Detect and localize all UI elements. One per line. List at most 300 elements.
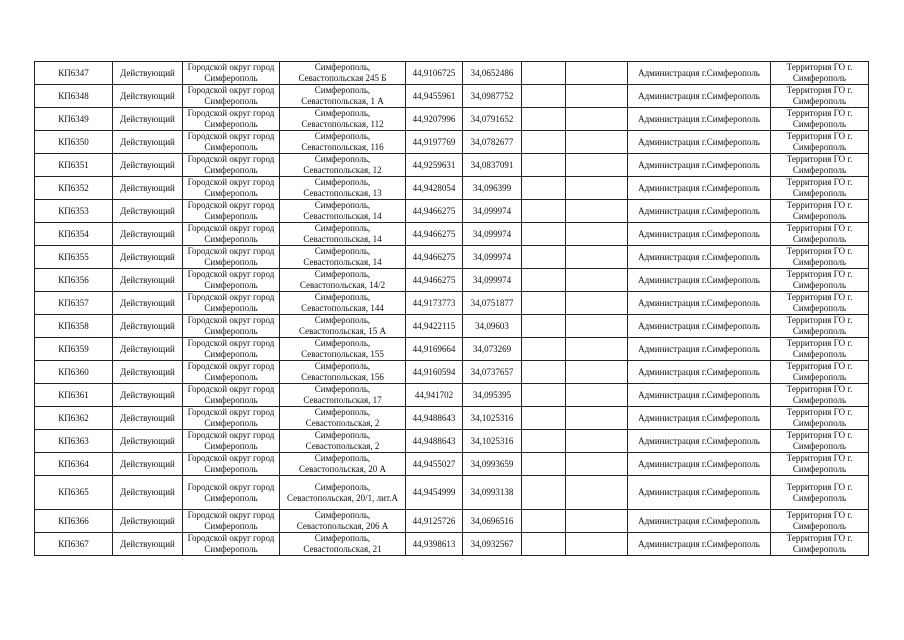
latitude-cell: 44,9454999: [406, 476, 463, 510]
status-cell: Действующий: [113, 131, 183, 154]
administration-cell: Администрация г.Симферополь: [628, 292, 771, 315]
empty-cell: [522, 269, 566, 292]
address-cell: [280, 510, 406, 533]
point-id-cell: КП6367: [35, 533, 113, 556]
latitude-cell: 44,9488643: [406, 407, 463, 430]
cell-line-1: Симферополь,: [314, 85, 371, 95]
table-row: [35, 384, 869, 407]
territory-cell: [771, 407, 869, 430]
cell-line-1: Симферополь,: [314, 177, 371, 187]
administration-cell: Администрация г.Симферополь: [628, 361, 771, 384]
status-cell: Действующий: [113, 476, 183, 510]
table-row: [35, 338, 869, 361]
district-cell: [183, 108, 280, 131]
cell-line-1: Территория ГО г.: [786, 453, 853, 463]
address-cell: [280, 533, 406, 556]
cell-line-1: Симферополь,: [314, 453, 371, 463]
cell-line-1: Симферополь,: [314, 315, 371, 325]
administration-cell: Администрация г.Симферополь: [628, 246, 771, 269]
cell-line-1: Симферополь,: [314, 407, 371, 417]
latitude-cell: 44,9422115: [406, 315, 463, 338]
cell-line-2: Симферополь: [792, 211, 847, 221]
cell-line-1: Городской округ город: [187, 223, 275, 233]
cell-line-2: Севастопольская, 14: [303, 211, 382, 221]
administration-cell: Администрация г.Симферополь: [628, 384, 771, 407]
empty-cell: [566, 476, 628, 510]
longitude-cell: 34,0837091: [463, 154, 522, 177]
cell-line-2: Севастопольская, 2: [305, 418, 380, 428]
cell-line-1: Городской округ город: [187, 430, 275, 440]
territory-cell: [771, 223, 869, 246]
territory-cell: [771, 200, 869, 223]
empty-cell: [566, 510, 628, 533]
table-row: [35, 361, 869, 384]
cell-line-2: Симферополь: [204, 441, 258, 451]
longitude-cell: 34,0696516: [463, 510, 522, 533]
status-cell: Действующий: [113, 533, 183, 556]
territory-cell: [771, 177, 869, 200]
longitude-cell: 34,099974: [463, 246, 522, 269]
table-row: [35, 85, 869, 108]
administration-cell: Администрация г.Симферополь: [628, 269, 771, 292]
territory-cell: [771, 338, 869, 361]
point-id-cell: КП6366: [35, 510, 113, 533]
cell-line-1: Территория ГО г.: [786, 384, 853, 394]
cell-line-2: Симферополь: [204, 418, 258, 428]
administration-cell: Администрация г.Симферополь: [628, 85, 771, 108]
table-row: [35, 223, 869, 246]
empty-cell: [566, 177, 628, 200]
address-cell: [280, 315, 406, 338]
cell-line-1: Городской округ город: [187, 85, 275, 95]
district-cell: [183, 407, 280, 430]
district-cell: [183, 177, 280, 200]
administration-cell: Администрация г.Симферополь: [628, 453, 771, 476]
address-cell: [280, 85, 406, 108]
point-id-cell: КП6355: [35, 246, 113, 269]
cell-line-1: Городской округ город: [187, 269, 275, 279]
empty-cell: [522, 131, 566, 154]
table-row: [35, 315, 869, 338]
address-cell: [280, 338, 406, 361]
cell-line-1: Городской округ город: [187, 481, 275, 492]
latitude-cell: 44,9197769: [406, 131, 463, 154]
table-row: [35, 407, 869, 430]
latitude-cell: 44,9466275: [406, 246, 463, 269]
cell-line-1: Городской округ город: [187, 384, 275, 394]
district-cell: [183, 246, 280, 269]
cell-line-2: Симферополь: [204, 257, 258, 267]
cell-line-2: Симферополь: [792, 544, 847, 554]
latitude-cell: 44,9398613: [406, 533, 463, 556]
cell-line-2: Симферополь: [792, 165, 847, 175]
cell-line-2: Севастопольская, 20/1, лит.А: [286, 492, 398, 503]
cell-line-1: Симферополь,: [314, 223, 371, 233]
empty-cell: [522, 200, 566, 223]
cell-line-2: Симферополь: [792, 326, 847, 336]
table-row: [35, 269, 869, 292]
empty-cell: [522, 510, 566, 533]
cell-line-2: Симферополь: [792, 234, 847, 244]
address-cell: [280, 269, 406, 292]
territory-cell: [771, 533, 869, 556]
cell-line-2: Севастопольская, 20 А: [299, 464, 386, 474]
empty-cell: [522, 85, 566, 108]
latitude-cell: 44,9455961: [406, 85, 463, 108]
cell-line-2: Симферополь: [204, 326, 258, 336]
district-cell: [183, 315, 280, 338]
longitude-cell: 34,0652486: [463, 62, 522, 85]
cell-line-2: Симферополь: [204, 372, 258, 382]
table-row: [35, 453, 869, 476]
empty-cell: [522, 246, 566, 269]
cell-line-1: Городской округ город: [187, 131, 275, 141]
cell-line-1: Территория ГО г.: [786, 407, 853, 417]
latitude-cell: 44,9125726: [406, 510, 463, 533]
longitude-cell: 34,095395: [463, 384, 522, 407]
status-cell: Действующий: [113, 177, 183, 200]
cell-line-1: Симферополь,: [314, 430, 371, 440]
cell-line-2: Симферополь: [792, 119, 847, 129]
cell-line-1: Территория ГО г.: [786, 177, 853, 187]
cell-line-2: Симферополь: [204, 395, 258, 405]
empty-cell: [522, 315, 566, 338]
territory-cell: [771, 62, 869, 85]
table-row: [35, 108, 869, 131]
table-row: [35, 200, 869, 223]
cell-line-1: Территория ГО г.: [786, 246, 853, 256]
administration-cell: Администрация г.Симферополь: [628, 223, 771, 246]
table-row: [35, 430, 869, 453]
cell-line-2: Севастопольская, 156: [301, 372, 384, 382]
administration-cell: Администрация г.Симферополь: [628, 407, 771, 430]
address-cell: [280, 200, 406, 223]
point-id-cell: КП6365: [35, 476, 113, 510]
address-cell: [280, 177, 406, 200]
empty-cell: [566, 407, 628, 430]
empty-cell: [566, 108, 628, 131]
table-row: [35, 510, 869, 533]
cell-line-2: Симферополь: [204, 280, 258, 290]
longitude-cell: 34,0993659: [463, 453, 522, 476]
cell-line-2: Симферополь: [204, 492, 258, 503]
administration-cell: Администрация г.Симферополь: [628, 200, 771, 223]
empty-cell: [522, 292, 566, 315]
cell-line-2: Симферополь: [792, 188, 847, 198]
registry-body: [35, 62, 869, 556]
cell-line-1: Городской округ город: [187, 407, 275, 417]
territory-cell: [771, 453, 869, 476]
latitude-cell: 44,9106725: [406, 62, 463, 85]
status-cell: Действующий: [113, 315, 183, 338]
point-id-cell: КП6347: [35, 62, 113, 85]
cell-line-1: Городской округ город: [187, 510, 275, 520]
status-cell: Действующий: [113, 384, 183, 407]
territory-cell: [771, 292, 869, 315]
latitude-cell: 44,9173773: [406, 292, 463, 315]
cell-line-2: Симферополь: [792, 73, 847, 83]
territory-cell: [771, 384, 869, 407]
cell-line-2: Симферополь: [792, 280, 847, 290]
cell-line-2: Симферополь: [204, 464, 258, 474]
status-cell: Действующий: [113, 510, 183, 533]
status-cell: Действующий: [113, 108, 183, 131]
cell-line-1: Симферополь,: [314, 154, 371, 164]
cell-line-1: Симферополь,: [314, 481, 371, 492]
table-row: [35, 62, 869, 85]
cell-line-2: Симферополь: [792, 464, 847, 474]
cell-line-1: Симферополь,: [314, 269, 371, 279]
cell-line-2: Севастопольская, 21: [303, 544, 382, 554]
cell-line-2: Севастопольская, 13: [303, 188, 382, 198]
latitude-cell: 44,9169664: [406, 338, 463, 361]
cell-line-2: Симферополь: [792, 395, 847, 405]
point-id-cell: КП6352: [35, 177, 113, 200]
cell-line-2: Симферополь: [204, 234, 258, 244]
table-row: [35, 476, 869, 510]
empty-cell: [522, 223, 566, 246]
empty-cell: [522, 338, 566, 361]
empty-cell: [522, 384, 566, 407]
cell-line-1: Симферополь,: [314, 131, 371, 141]
cell-line-2: Симферополь: [204, 96, 258, 106]
cell-line-2: Симферополь: [792, 441, 847, 451]
table-row: [35, 533, 869, 556]
territory-cell: [771, 510, 869, 533]
status-cell: Действующий: [113, 269, 183, 292]
empty-cell: [566, 292, 628, 315]
territory-cell: [771, 269, 869, 292]
latitude-cell: 44,9428054: [406, 177, 463, 200]
cell-line-2: Севастопольская, 112: [301, 119, 384, 129]
point-id-cell: КП6351: [35, 154, 113, 177]
cell-line-1: Симферополь,: [314, 246, 371, 256]
cell-line-1: Территория ГО г.: [786, 481, 853, 492]
cell-line-2: Симферополь: [792, 372, 847, 382]
address-cell: [280, 361, 406, 384]
status-cell: Действующий: [113, 430, 183, 453]
address-cell: [280, 108, 406, 131]
longitude-cell: 34,1025316: [463, 430, 522, 453]
cell-line-1: Городской округ город: [187, 246, 275, 256]
empty-cell: [566, 269, 628, 292]
cell-line-1: Городской округ город: [187, 315, 275, 325]
cell-line-2: Симферополь: [792, 521, 847, 531]
territory-cell: [771, 85, 869, 108]
table-row: [35, 154, 869, 177]
territory-cell: [771, 361, 869, 384]
longitude-cell: 34,0751877: [463, 292, 522, 315]
latitude-cell: 44,9466275: [406, 223, 463, 246]
empty-cell: [566, 223, 628, 246]
cell-line-1: Симферополь,: [314, 384, 371, 394]
district-cell: [183, 338, 280, 361]
status-cell: Действующий: [113, 85, 183, 108]
administration-cell: Администрация г.Симферополь: [628, 476, 771, 510]
address-cell: [280, 407, 406, 430]
administration-cell: Администрация г.Симферополь: [628, 510, 771, 533]
administration-cell: Администрация г.Симферополь: [628, 338, 771, 361]
empty-cell: [522, 407, 566, 430]
administration-cell: Администрация г.Симферополь: [628, 177, 771, 200]
longitude-cell: 34,099974: [463, 223, 522, 246]
empty-cell: [566, 315, 628, 338]
administration-cell: Администрация г.Симферополь: [628, 62, 771, 85]
cell-line-1: Симферополь,: [314, 533, 371, 543]
empty-cell: [522, 108, 566, 131]
point-id-cell: КП6364: [35, 453, 113, 476]
table-row: [35, 292, 869, 315]
point-id-cell: КП6363: [35, 430, 113, 453]
empty-cell: [522, 361, 566, 384]
cell-line-1: Территория ГО г.: [786, 85, 853, 95]
longitude-cell: 34,0993138: [463, 476, 522, 510]
empty-cell: [522, 533, 566, 556]
status-cell: Действующий: [113, 407, 183, 430]
cell-line-2: Симферополь: [204, 303, 258, 313]
territory-cell: [771, 108, 869, 131]
cell-line-1: Городской округ город: [187, 177, 275, 187]
longitude-cell: 34,073269: [463, 338, 522, 361]
district-cell: [183, 476, 280, 510]
district-cell: [183, 510, 280, 533]
territory-cell: [771, 476, 869, 510]
empty-cell: [522, 177, 566, 200]
latitude-cell: 44,9207996: [406, 108, 463, 131]
latitude-cell: 44,9259631: [406, 154, 463, 177]
cell-line-1: Городской округ город: [187, 108, 275, 118]
cell-line-1: Территория ГО г.: [786, 510, 853, 520]
cell-line-1: Территория ГО г.: [786, 361, 853, 371]
empty-cell: [566, 533, 628, 556]
cell-line-2: Симферополь: [792, 96, 847, 106]
point-id-cell: КП6357: [35, 292, 113, 315]
district-cell: [183, 430, 280, 453]
cell-line-2: Симферополь: [204, 165, 258, 175]
cell-line-1: Симферополь,: [314, 200, 371, 210]
empty-cell: [522, 476, 566, 510]
cell-line-1: Территория ГО г.: [786, 223, 853, 233]
status-cell: Действующий: [113, 62, 183, 85]
cell-line-2: Севастопольская, 14: [303, 234, 382, 244]
empty-cell: [522, 430, 566, 453]
cell-line-2: Симферополь: [204, 119, 258, 129]
cell-line-1: Территория ГО г.: [786, 430, 853, 440]
cell-line-2: Симферополь: [792, 492, 847, 503]
cell-line-1: Территория ГО г.: [786, 533, 853, 543]
cell-line-2: Симферополь: [792, 418, 847, 428]
cell-line-1: Городской округ город: [187, 533, 275, 543]
cell-line-2: Севастопольская, 14/2: [299, 280, 386, 290]
cell-line-2: Симферополь: [204, 349, 258, 359]
latitude-cell: 44,9466275: [406, 269, 463, 292]
registry-table: [34, 61, 869, 556]
cell-line-1: Городской округ город: [187, 338, 275, 348]
empty-cell: [566, 200, 628, 223]
cell-line-2: Симферополь: [792, 257, 847, 267]
empty-cell: [566, 246, 628, 269]
status-cell: Действующий: [113, 246, 183, 269]
longitude-cell: 34,0782677: [463, 131, 522, 154]
table-row: [35, 177, 869, 200]
district-cell: [183, 361, 280, 384]
territory-cell: [771, 246, 869, 269]
address-cell: [280, 62, 406, 85]
point-id-cell: КП6350: [35, 131, 113, 154]
point-id-cell: КП6361: [35, 384, 113, 407]
territory-cell: [771, 315, 869, 338]
cell-line-2: Севастопольская, 2: [305, 441, 380, 451]
cell-line-1: Городской округ город: [187, 453, 275, 463]
longitude-cell: 34,09603: [463, 315, 522, 338]
latitude-cell: 44,9488643: [406, 430, 463, 453]
address-cell: [280, 223, 406, 246]
point-id-cell: КП6348: [35, 85, 113, 108]
district-cell: [183, 384, 280, 407]
empty-cell: [566, 430, 628, 453]
cell-line-1: Территория ГО г.: [786, 200, 853, 210]
empty-cell: [566, 384, 628, 407]
empty-cell: [566, 361, 628, 384]
district-cell: [183, 533, 280, 556]
status-cell: Действующий: [113, 338, 183, 361]
district-cell: [183, 453, 280, 476]
district-cell: [183, 85, 280, 108]
cell-line-1: Территория ГО г.: [786, 108, 853, 118]
cell-line-2: Симферополь: [792, 303, 847, 313]
cell-line-2: Симферополь: [204, 211, 258, 221]
empty-cell: [522, 154, 566, 177]
cell-line-2: Симферополь: [792, 142, 847, 152]
administration-cell: Администрация г.Симферополь: [628, 154, 771, 177]
district-cell: [183, 223, 280, 246]
cell-line-1: Симферополь,: [314, 62, 371, 72]
point-id-cell: КП6354: [35, 223, 113, 246]
district-cell: [183, 154, 280, 177]
longitude-cell: 34,099974: [463, 269, 522, 292]
cell-line-2: Севастопольская, 116: [301, 142, 384, 152]
cell-line-1: Симферополь,: [314, 338, 371, 348]
cell-line-1: Территория ГО г.: [786, 154, 853, 164]
cell-line-1: Симферополь,: [314, 108, 371, 118]
cell-line-1: Территория ГО г.: [786, 292, 853, 302]
latitude-cell: 44,9160594: [406, 361, 463, 384]
administration-cell: Администрация г.Симферополь: [628, 108, 771, 131]
point-id-cell: КП6356: [35, 269, 113, 292]
empty-cell: [522, 453, 566, 476]
cell-line-2: Севастопольская, 144: [301, 303, 384, 313]
territory-cell: [771, 154, 869, 177]
empty-cell: [566, 62, 628, 85]
point-id-cell: КП6358: [35, 315, 113, 338]
administration-cell: Администрация г.Симферополь: [628, 315, 771, 338]
table-row: [35, 131, 869, 154]
longitude-cell: 34,0987752: [463, 85, 522, 108]
district-cell: [183, 269, 280, 292]
status-cell: Действующий: [113, 154, 183, 177]
cell-line-1: Симферополь,: [314, 292, 371, 302]
cell-line-1: Территория ГО г.: [786, 62, 853, 72]
point-id-cell: КП6353: [35, 200, 113, 223]
administration-cell: Администрация г.Симферополь: [628, 131, 771, 154]
address-cell: [280, 292, 406, 315]
address-cell: [280, 476, 406, 510]
cell-line-1: Городской округ город: [187, 361, 275, 371]
district-cell: [183, 131, 280, 154]
address-cell: [280, 384, 406, 407]
point-id-cell: КП6362: [35, 407, 113, 430]
point-id-cell: КП6360: [35, 361, 113, 384]
